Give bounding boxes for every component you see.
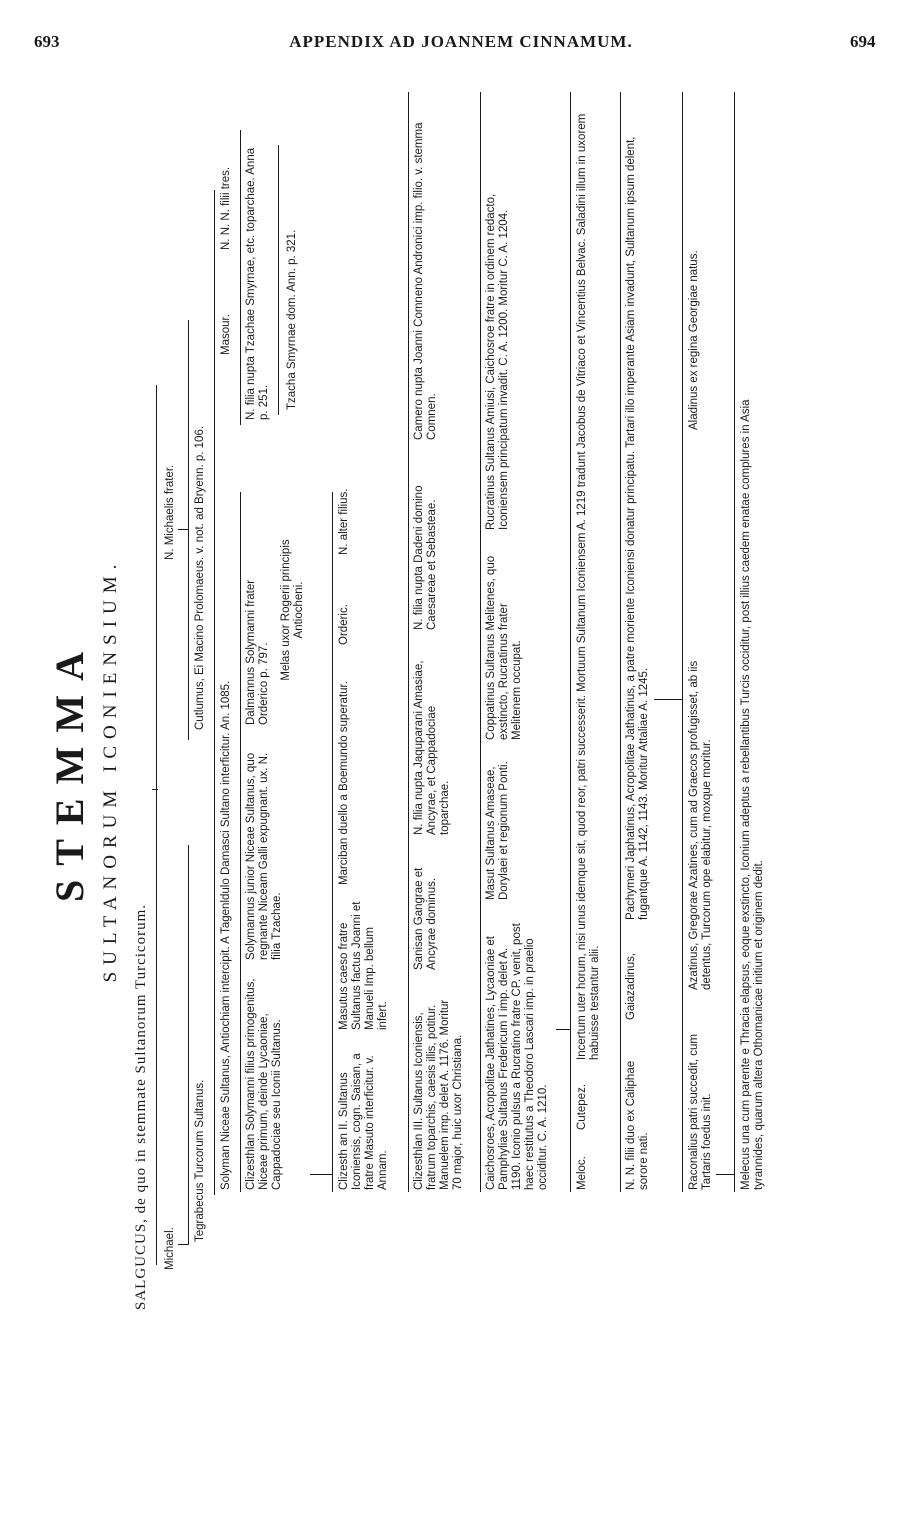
entry-melas: Melas uxor Rogerii principis Antiocheni. [280,539,305,681]
connector [480,92,481,1192]
entry-tzacha: Tzacha Smyrnae dom. Ann. p. 321. [286,229,298,410]
entry-cutepez: Cutepez. [576,1083,588,1130]
running-title: APPENDIX AD JOANNEM CINNAMUM. [289,32,633,51]
connector [188,320,189,740]
entry-masutus: Masutus caeso fratre Sultanus factus Joanni et Manueli Imp. bellum infert. [338,901,389,1030]
connector [734,92,735,1192]
connector [152,789,158,790]
stemma-title: STEMMA [47,638,92,902]
entry-n-filia-jaquparani: N. filia nupta Jaquparani Amasiae, Ancyrae, et Cappadociae toparchae. [413,660,451,835]
entry-gaiazadinus: Gaiazadinus, [625,952,637,1020]
entry-clizesthlan-iii: Clizesthlan III. Sultanus Iconiensis, fratrum toparchis, caesis illis, potitur. Manuelem imp. delet A. 1176. Moritur 70 major, huic uxor Christiana. [413,999,464,1190]
entry-nnn-filii: N. N. N. filii tres. [220,166,232,250]
connector [310,1174,332,1175]
entry-tegrabecus: Tegrabecus Turcorum Sultanus. [194,1079,206,1242]
connector [156,385,157,1265]
entry-sanisan: Sanisan Gangrae et Ancyrae dominus. [413,867,438,970]
entry-camero: Camero nupta Joanni Comneno Andronici imp. filio. v. stemma Comnen. [413,122,438,440]
connector [332,492,333,1192]
page-number-left: 693 [34,32,60,51]
entry-marciban: Marciban duello a Boemundo superatur. [338,681,350,885]
entry-meloc: Meloc. [576,1156,588,1190]
entry-n-filia-tzachae: N. filia nupta Tzachae Smyrnae, etc. toparchae. Anna p. 251. [245,147,270,420]
entry-masut: Masut Sultanus Amaseae, Dorylaei et regionum Ponti. [485,761,510,900]
entry-n-filia-dadeni: N. filia nupta Dadeni domino Caesareae et Sebasteae. [413,485,438,630]
entry-dalmannus: Dalmannus Solymanni frater Orderico p. 797. [245,579,270,725]
connector [556,1029,570,1030]
connector [716,1174,734,1175]
connector [570,92,571,1192]
page-header [0,0,922,70]
connector [188,845,189,1245]
connector [620,92,621,1192]
entry-incertum-note: Incertum uter horum, nisi unus idemque sit, quod reor, patri successerit. Mortuum Sultanum Iconiensem A. 1219 tradunt Jacobus de Vitriaco et Vincentius Belvac. Saladini illum in uxorem habuisse testantur alii. [576,113,601,1060]
connector [240,492,241,1192]
entry-raconalius: Raconalius patri succedit, cum Tartaris foedus init. [688,1034,713,1190]
connector [240,130,241,425]
stemma-sheet [40,80,850,1460]
entry-aladinus: Aladinus ex regina Georgiae natus. [688,250,700,430]
connector [654,699,682,700]
connector [278,145,279,415]
entry-solymannus-junior: Solymannus junior Niceae Sultanus, quo regnante Niceam Galli expugnant. ux. N. filia Tzachae. [245,752,283,960]
connector [178,529,188,530]
connector [178,1244,188,1245]
connector [682,92,683,1192]
entry-japhatinus: Pachymeri Japhatinus, Acropolitae Jathatinus, a patre moriente Iconiensi donatur principatu. Tartari illo imperante Asiam invadunt, Sultanum ipsum delent, fugantque A. 1142, 1143. Moritur Attaliae A. 1245. [625,136,650,920]
connector [214,190,215,1195]
entry-orderic: Orderic. [338,604,350,645]
connector [408,92,409,1192]
entry-rucratinus: Rucratinus Sultanus Amiusi, Caichosroe fratre in ordinem redacto, Iconiensem principatum invadit. C. A. 1200. Moritur C. A. 1204. [485,193,510,530]
stemma-subtitle: SULTANORUM ICONIENSIUM. [100,557,121,983]
entry-cutlumus: Cutlumus, Ei Macino Prolomaeus. v. not. ad Bryenn. p. 106. [194,425,206,730]
entry-clizesthlan-ii: Clizesth an II. Sultanus Iconiensis, cogn. Saisan, a fratre Masuto interficitur. v. Annam. [338,1053,389,1190]
stemma-root-salgucus: SALGUCUS, de quo in stemmate Sultanorum Turcicorum. [133,904,149,1310]
entry-clizesthlan-i: Clizesthlan Solymanni filius primogenitus, Niceae primum, deinde Lycaoniae, Cappadociae seu Iconii Sultanus. [245,978,283,1190]
entry-coppatinus: Coppatinus Sultanus Melitenes, quo exstincto, Rucratinus frater Melitenem occupat. [485,555,523,740]
entry-azatinus: Azatinus, Gregorae Azatines, cum ad Graecos profugisset, ab iis detentus, Turcorum ope elabitur, moxque moritur. [688,660,713,990]
page-number-right: 694 [850,32,876,51]
entry-nn-filii-duo: N. N. filii duo ex Caliphae sorore nati. [625,1060,650,1190]
entry-n-alter-filius: N. alter filius. [338,488,350,555]
entry-caichosroes: Caichosroes, Acropolitae Jathatines, Lycaoniae et Pamphyliae Sultanus Fredericum I imp. delet A. 1190. Iconio pulsus a Rucratino fratre CP. venit, post haec restitutus a Theodoro Lascari imp. in praelio occiditur. C. A. 1210. [485,923,549,1190]
entry-melecus: Melecus una cum parente e Thracia elapsus, eoque exstincto, Iconium adeptus a rebellantibus Turcis occiditur, post illius caedem enatae complures in Asia tyrannides, quarum altera Othomanicae initium et originem dedit. [740,399,765,1190]
entry-michaelis-frater: N. Michaelis frater. [164,464,176,560]
entry-masour: Masour. [220,314,232,355]
entry-michael: Michael. [164,1227,176,1270]
entry-solyman: Solyman Niceae Sultanus, Antiochiam intercipit. A Tagenldulo Damasci Sultano interficitur. An. 1085. [220,680,232,1190]
